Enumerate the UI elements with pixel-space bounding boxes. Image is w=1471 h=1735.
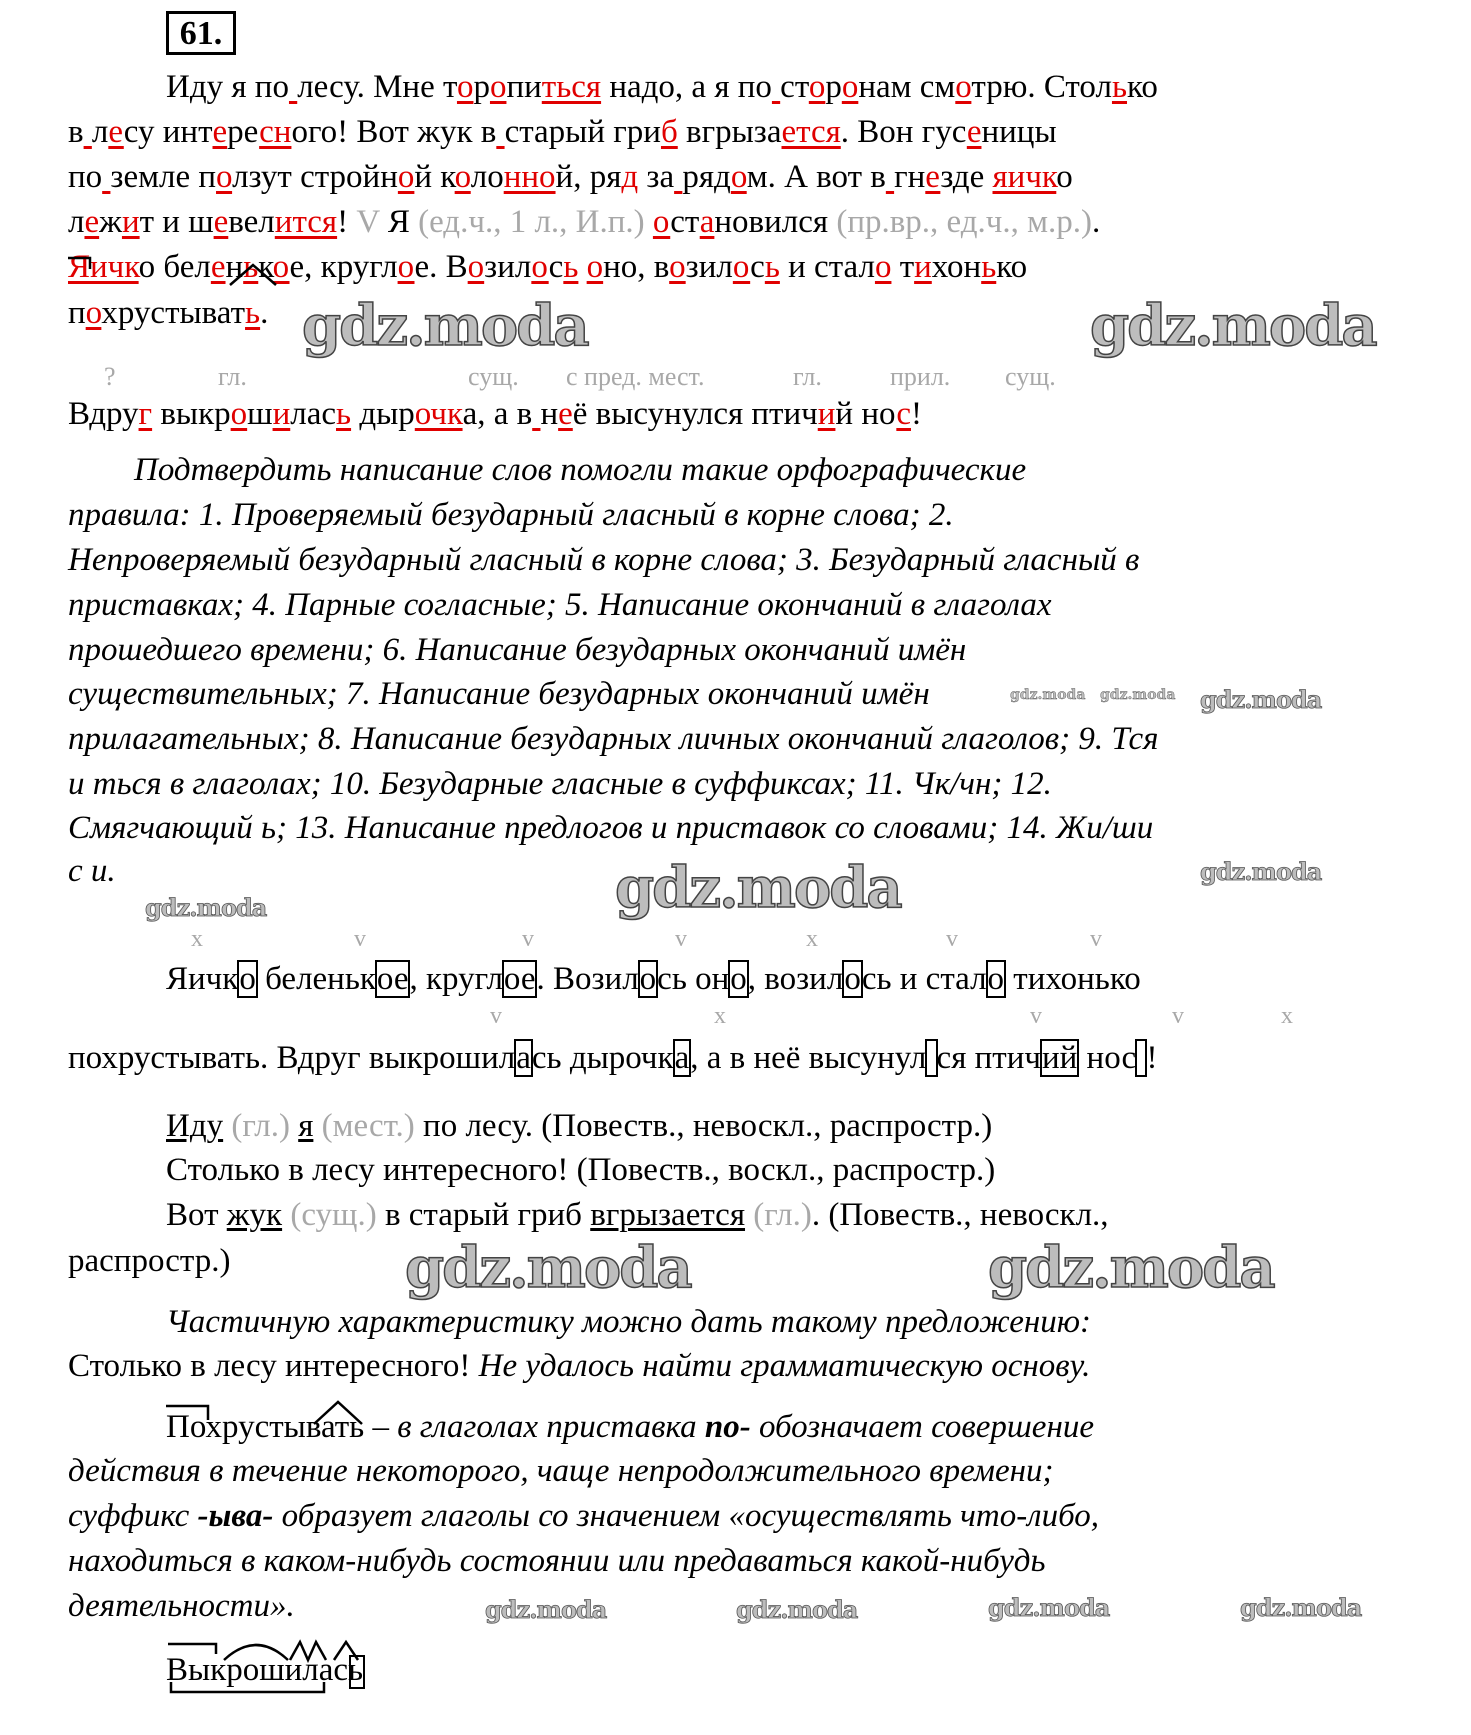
text-run: сь и стал [861, 961, 987, 997]
text-run: сь дырочк [531, 1040, 674, 1076]
rules-line [68, 495, 954, 535]
spelling-mark: ется [781, 114, 841, 150]
text-run: . [260, 295, 269, 331]
spelling-mark: ь [764, 249, 780, 285]
check-mark: x [1281, 1003, 1293, 1029]
spelling-mark: о [216, 159, 233, 195]
text-run: лзут стройн [232, 159, 398, 195]
text-run: е, кругл [289, 249, 398, 285]
ending-box [926, 1040, 936, 1076]
text-run: , а в неё высунул [690, 1040, 927, 1076]
check-mark: v [354, 926, 366, 952]
watermark: gdz.moda [302, 293, 588, 359]
text-run: к [258, 249, 273, 285]
text-run: лас [290, 396, 336, 432]
last-word: Выкрошилась [166, 1652, 364, 1688]
check-mark: v [1172, 1003, 1184, 1029]
text-run: зил [484, 249, 532, 285]
rules-line [68, 674, 930, 714]
text-run: ! [1146, 1040, 1158, 1076]
analysis-line [166, 959, 1141, 999]
sentence-line [166, 1195, 1109, 1235]
text-run: Иду [166, 1108, 224, 1144]
spelling-mark: о [539, 159, 556, 195]
text-run: т [891, 249, 915, 285]
watermark: gdz.moda [988, 1235, 1274, 1301]
check-mark: v [1030, 1003, 1042, 1029]
partial-line [166, 1302, 1091, 1342]
spelling-mark: о [272, 249, 290, 285]
watermark: gdz.moda [736, 1595, 858, 1624]
text-run: с [548, 249, 564, 285]
text-run: сь он [657, 961, 730, 997]
text-run: обозначает совершение [750, 1409, 1094, 1445]
spelling-mark: яичк [992, 159, 1057, 195]
spelling-mark: о [397, 249, 415, 285]
pos-label: с пред. мест. [566, 362, 705, 391]
spelling-mark: о [85, 295, 102, 331]
text-run [645, 204, 653, 240]
text-line [68, 157, 1073, 197]
text-run: т и ш [139, 204, 214, 240]
spelling-mark: ь [981, 249, 997, 285]
text-run: й, ря [555, 159, 622, 195]
spelling-mark: о [669, 249, 686, 285]
rules-line [68, 719, 1159, 759]
text-run: ! [337, 204, 357, 240]
text-run: о бел [138, 249, 211, 285]
text-run: но, в [603, 249, 670, 285]
rules-line [68, 630, 966, 670]
text-run: пи [506, 69, 542, 105]
text-run: су инт [123, 114, 213, 150]
grammar-note: V [356, 204, 380, 240]
text-run: ст [780, 69, 809, 105]
text-run: прилагательных; 8. Написание безударных личных окончаний глаголов; 9. Тся [68, 721, 1159, 757]
text-run: новился [714, 204, 837, 240]
text-run: с [750, 249, 765, 285]
text-run: тихонько [1005, 961, 1141, 997]
text-run: образует глаголы со значением «осуществлять что-либо, [273, 1498, 1099, 1534]
text-run: й но [835, 396, 897, 432]
ending-box: ое [503, 961, 536, 997]
watermark: gdz.moda [1010, 687, 1086, 703]
spelling-mark: е [210, 249, 226, 285]
grammar-note: (мест.) [321, 1108, 415, 1144]
text-run: ко [1127, 69, 1158, 105]
grammar-note: (ед.ч., 1 л., И.п.) [418, 204, 645, 240]
spelling-mark: ь [336, 396, 352, 432]
spelling-mark: ь [243, 249, 259, 285]
text-run: действия в течение некоторого, чаще непродолжительного времени; [68, 1453, 1054, 1489]
spelling-mark [289, 69, 297, 105]
spelling-mark [496, 114, 504, 150]
text-run: р [473, 69, 490, 105]
text-run: . (Повеств., невоскл., [811, 1197, 1109, 1233]
pos-label: гл. [793, 362, 822, 391]
text-run: гн [894, 159, 926, 195]
spelling-mark: о [531, 249, 549, 285]
text-run: -ыва- [197, 1498, 274, 1534]
text-run: и ться в глаголах; 10. Безударные гласные в суффиксах; 11. Чк/чн; 12. [68, 766, 1052, 802]
text-run: по лесу. (Повеств., невоскл., распростр.) [414, 1108, 993, 1144]
text-run: ! [910, 396, 922, 432]
text-run: Не удалось найти грамматическую основу. [478, 1348, 1091, 1384]
ending-box: а [516, 1040, 531, 1076]
spelling-mark: о [732, 249, 751, 285]
spelling-mark [772, 69, 780, 105]
text-run: я [298, 1108, 314, 1144]
text-run: в старый гриб [376, 1197, 591, 1233]
text-run: о [1056, 159, 1073, 195]
watermark: gdz.moda [615, 855, 901, 921]
check-mark: x [806, 926, 818, 952]
text-run: ё высунулся птич [572, 396, 818, 432]
text-run: Похрустывать [166, 1409, 373, 1445]
spelling-mark: а [699, 204, 715, 240]
text-run: м. А вот в [746, 159, 886, 195]
text-line [68, 202, 1100, 242]
text-run: ко [996, 249, 1028, 285]
text-run: приставках; 4. Парные согласные; 5. Написание окончаний в глаголах [68, 587, 1052, 623]
text-run: жук [226, 1197, 283, 1233]
text-run: . Вон гус [840, 114, 967, 150]
text-run: зил [685, 249, 733, 285]
text-run: трю. Стол [971, 69, 1112, 105]
pos-label: прил. [890, 362, 951, 391]
text-run: старый гри [504, 114, 661, 150]
ending-box: о [987, 961, 1005, 997]
sentence-line [68, 1241, 231, 1281]
ending-box: о [730, 961, 747, 997]
text-line [68, 394, 922, 434]
analysis-line [68, 1038, 1157, 1078]
text-run: распростр.) [68, 1243, 231, 1279]
morpheme-marks-icon [166, 1398, 416, 1428]
text-run: Яичк [166, 961, 239, 997]
text-run: Непроверяемый безударный гласный в корне слова; 3. Безударный гласный в [68, 542, 1140, 578]
grammar-note: (гл.) [231, 1108, 290, 1144]
check-mark: v [522, 926, 534, 952]
text-run: Столько в лесу интересного! (Повеств., воскл., распростр.) [166, 1152, 996, 1188]
spelling-mark: о [230, 396, 248, 432]
spelling-mark: ь [1111, 69, 1128, 105]
text-run: ш [247, 396, 273, 432]
text-run: Частичную характеристику можно дать такому предложению: [166, 1304, 1091, 1340]
spelling-mark: г [138, 396, 153, 432]
text-run: нам см [858, 69, 956, 105]
spelling-mark: е [84, 204, 100, 240]
text-run: ряд [682, 159, 731, 195]
text-run: хрустыват [101, 295, 246, 331]
morpheme-marks-icon [68, 255, 368, 295]
text-run: надо, а я по [601, 69, 772, 105]
watermark: gdz.moda [988, 1593, 1110, 1622]
text-run: Вдру [68, 396, 139, 432]
text-run: прошедшего времени; 6. Написание безударных окончаний имён [68, 632, 967, 668]
pos-label: сущ. [468, 362, 519, 391]
grammar-note: (пр.вр., ед.ч., м.р.) [836, 204, 1093, 240]
text-run: л [91, 114, 109, 150]
word-structure-icon [166, 1630, 406, 1705]
watermark: gdz.moda [1200, 857, 1322, 886]
ending-box: о [239, 961, 256, 997]
spelling-mark: о [397, 159, 415, 195]
watermark: gdz.moda [405, 1235, 691, 1301]
spelling-mark: нн [503, 159, 540, 195]
ending-box: ий [1041, 1040, 1078, 1076]
text-run: вгрыза [677, 114, 782, 150]
text-run: ого! Вот жук в [291, 114, 497, 150]
spelling-mark: д [621, 159, 639, 195]
morph-line [68, 1451, 1054, 1491]
spelling-mark: е [108, 114, 124, 150]
text-run: суффикс [68, 1498, 198, 1534]
spelling-mark: е [212, 114, 228, 150]
text-run: деятельности». [68, 1588, 295, 1624]
check-mark: v [490, 1003, 502, 1029]
text-run: . Возил [536, 961, 639, 997]
spelling-mark: ь [563, 249, 579, 285]
text-run: , возил [747, 961, 844, 997]
text-run: н [540, 396, 559, 432]
check-mark: x [191, 926, 203, 952]
text-run: правила: 1. Проверяемый безударный гласный в корне слова; 2. [68, 497, 954, 533]
watermark: gdz.moda [145, 893, 267, 922]
rules-line [68, 585, 1052, 625]
text-run: ся птич [936, 1040, 1041, 1076]
text-run: е. В [414, 249, 468, 285]
spelling-mark: о [955, 69, 972, 105]
spelling-mark: б [660, 114, 678, 150]
spelling-mark: и [817, 396, 836, 432]
rules-line [68, 851, 116, 891]
check-mark: v [1090, 926, 1102, 952]
spelling-mark: е [925, 159, 941, 195]
text-run: Столько в лесу интересного! [68, 1348, 479, 1384]
text-run: р [825, 69, 842, 105]
text-run: ницы [981, 114, 1057, 150]
rules-line [68, 540, 1139, 580]
watermark: gdz.moda [485, 1595, 607, 1624]
ending-box: ое [376, 961, 409, 997]
spelling-mark: очк [414, 396, 463, 432]
text-run: ст [670, 204, 700, 240]
text-run: земле п [110, 159, 217, 195]
text-run: лесу. Мне т [297, 69, 457, 105]
text-run: Иду я по [166, 69, 289, 105]
pos-label: ? [104, 362, 116, 391]
text-run: н [225, 249, 244, 285]
text-run: а, а в [462, 396, 533, 432]
spelling-mark: о [489, 69, 507, 105]
ending-box [1136, 1040, 1146, 1076]
text-run: , кругл [409, 961, 503, 997]
spelling-mark: е [213, 204, 229, 240]
text-run: ж [99, 204, 122, 240]
partial-line [68, 1346, 1090, 1386]
text-run: п [68, 295, 86, 331]
text-run: за [638, 159, 675, 195]
text-run: – в глаголах приставка [372, 1409, 705, 1445]
text-run [313, 1108, 321, 1144]
text-run: л [68, 204, 85, 240]
text-run: вел [228, 204, 275, 240]
spelling-mark: и [914, 249, 932, 285]
text-run [290, 1108, 298, 1144]
ending-box: о [844, 961, 861, 997]
text-run: по- [704, 1409, 751, 1445]
text-run: похрустывать. Вдруг выкрошил [68, 1040, 516, 1076]
text-run: Подтвердить написание слов помогли такие орфографические [68, 452, 1027, 488]
ending-box: а [674, 1040, 690, 1076]
text-run: и стал [779, 249, 875, 285]
spelling-mark: о [874, 249, 892, 285]
text-run: с и. [68, 853, 116, 889]
watermark: gdz.moda [1240, 1593, 1362, 1622]
text-run: ре [227, 114, 260, 150]
spelling-mark: и [272, 396, 291, 432]
spelling-mark: сн [259, 114, 292, 150]
spelling-mark: о [467, 249, 485, 285]
spelling-mark: о [808, 69, 826, 105]
morph-line [68, 1541, 1046, 1581]
text-run: находиться в каком-нибудь состоянии или предаваться какой-нибудь [68, 1543, 1046, 1579]
spelling-mark: и [121, 204, 140, 240]
spelling-mark: ться [541, 69, 602, 105]
grammar-note: (гл.) [753, 1197, 812, 1233]
pos-label: сущ. [1005, 362, 1056, 391]
grammar-note: (сущ.) [290, 1197, 377, 1233]
spelling-mark [886, 159, 894, 195]
rules-line [68, 808, 1153, 848]
text-run: зде [940, 159, 993, 195]
text-run: дыр [351, 396, 415, 432]
text-run: . [1092, 204, 1101, 240]
text-run: нос [1078, 1040, 1137, 1076]
watermark: gdz.moda [1090, 293, 1376, 359]
text-run: ло [470, 159, 504, 195]
rules-line [68, 450, 1026, 490]
morph-line [68, 1496, 1099, 1536]
sentence-line [166, 1106, 992, 1146]
spelling-mark: е [558, 396, 573, 432]
morph-line [68, 1586, 295, 1626]
watermark: gdz.moda [1100, 687, 1176, 703]
rules-line [68, 764, 1052, 804]
text-run: беленьк [256, 961, 376, 997]
spelling-mark: с [896, 396, 911, 432]
spelling-mark: Яичк [68, 249, 139, 285]
text-line [68, 112, 1057, 152]
check-mark: v [675, 926, 687, 952]
text-run: хон [931, 249, 982, 285]
text-run: Вот [166, 1197, 227, 1233]
text-run: вгрызается [590, 1197, 746, 1233]
spelling-mark [84, 114, 92, 150]
text-run: Смягчающий ь; 13. Написание предлогов и приставок со словами; 14. Жи/ши [68, 810, 1154, 846]
text-run: существительных; 7. Написание безударных окончаний имён [68, 676, 930, 712]
spelling-mark: о [841, 69, 859, 105]
text-run: по [68, 159, 103, 195]
text-run [578, 249, 586, 285]
spelling-mark: е [966, 114, 982, 150]
check-mark: x [714, 1003, 726, 1029]
text-run: Я [379, 204, 419, 240]
pos-label: гл. [218, 362, 247, 391]
spelling-mark: о [730, 159, 747, 195]
text-run: в [68, 114, 84, 150]
ending-box: о [639, 961, 657, 997]
spelling-mark: о [454, 159, 471, 195]
spelling-mark: ится [274, 204, 338, 240]
spelling-mark: о [586, 249, 604, 285]
spelling-mark: ь [245, 295, 261, 331]
exercise-number: 61. [166, 11, 236, 55]
spelling-mark: о [456, 69, 474, 105]
text-run: й к [414, 159, 455, 195]
text-run: выкр [152, 396, 231, 432]
check-mark: v [946, 926, 958, 952]
text-line [68, 293, 268, 333]
sentence-line [166, 1150, 995, 1190]
watermark: gdz.moda [1200, 685, 1322, 714]
spelling-mark: о [652, 204, 671, 240]
text-line [166, 67, 1158, 107]
